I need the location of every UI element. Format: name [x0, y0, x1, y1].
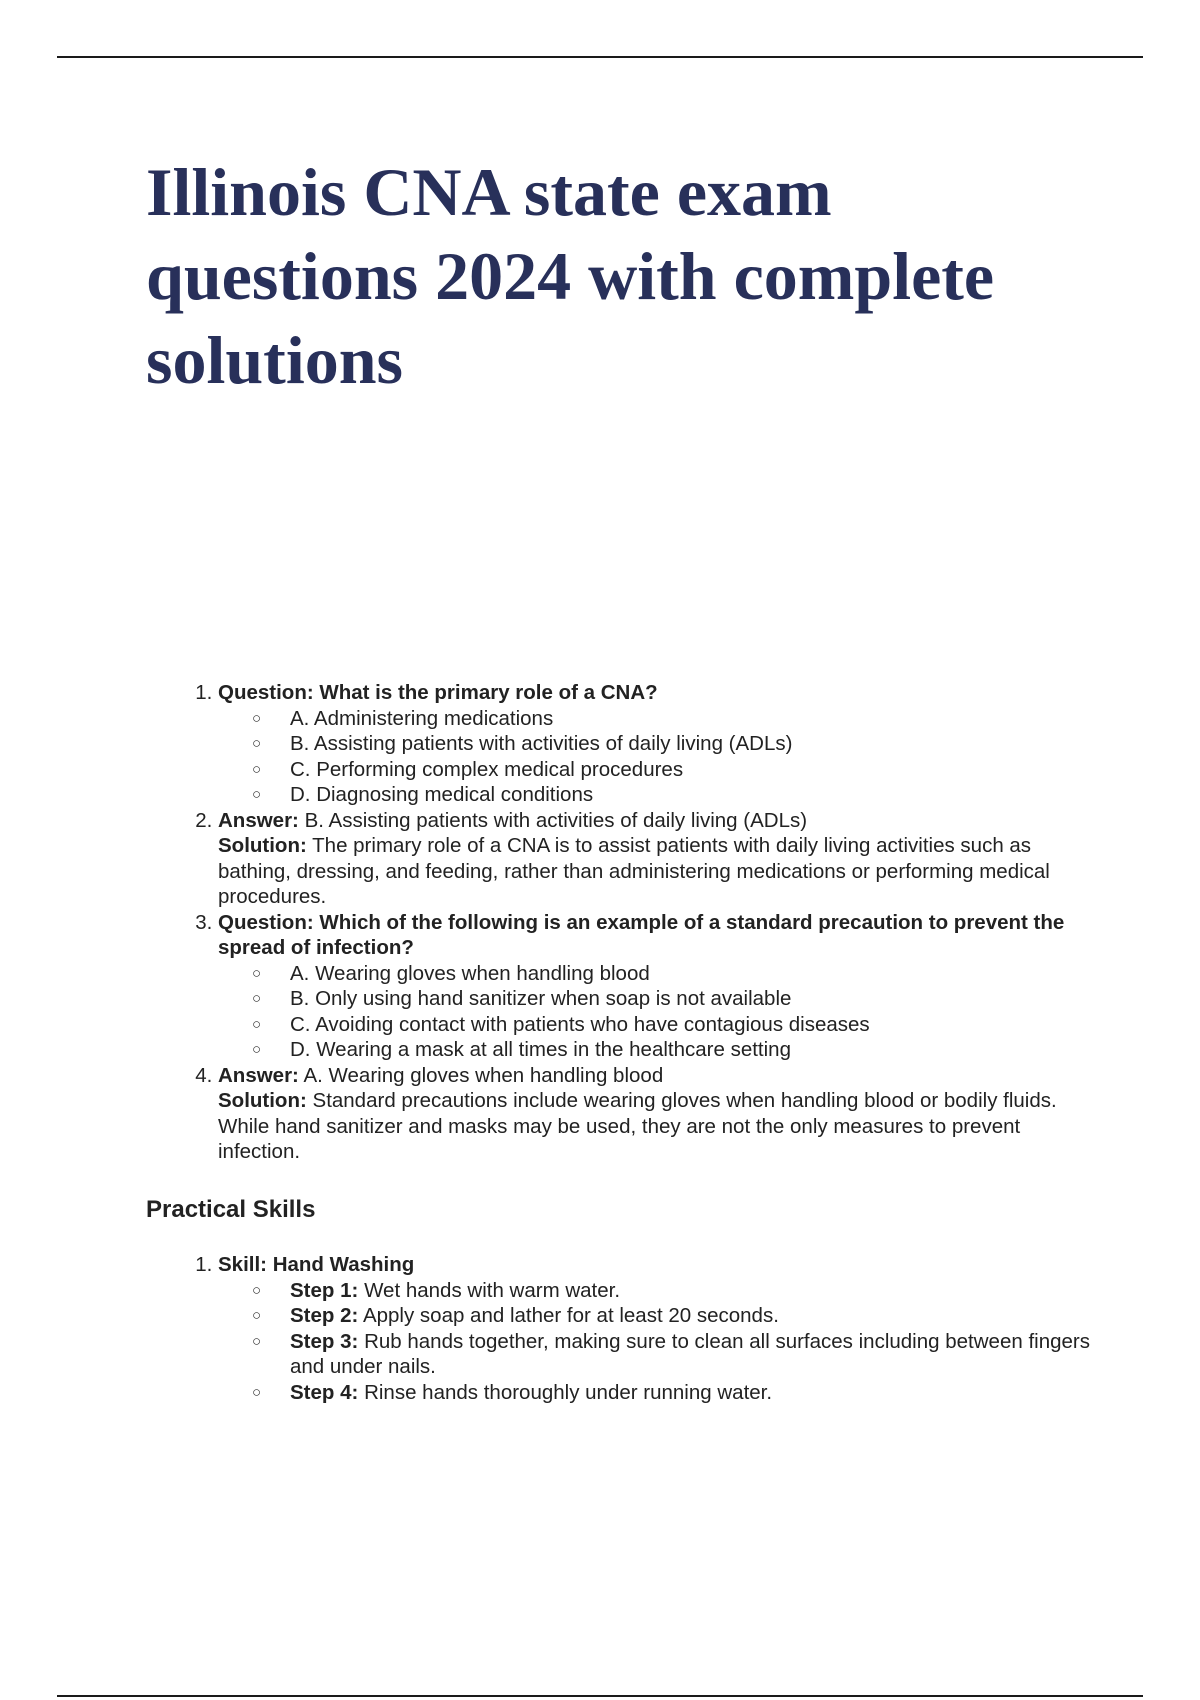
- answer-text: A. Wearing gloves when handling blood: [303, 1063, 664, 1087]
- option-item: ○ A. Administering medications: [290, 706, 1090, 732]
- section-heading: Practical Skills: [146, 1196, 316, 1223]
- skills-list: [0, 1252, 1090, 1405]
- list-item: [218, 1252, 1090, 1405]
- step-label: Step 3:: [290, 1329, 359, 1353]
- answer-label: Answer:: [218, 1063, 299, 1087]
- option-item: ○ B. Only using hand sanitizer when soap is not available: [290, 986, 1090, 1012]
- qa-list: [0, 680, 1090, 1165]
- qa-section: [0, 680, 1200, 1165]
- step-item: [290, 1329, 1090, 1380]
- solution-text: Standard precautions include wearing gloves when handling blood or bodily fluids. While hand sanitizer and masks may be used, they are not the only measures to prevent infection.: [218, 1089, 1057, 1163]
- answer-line: [218, 1063, 1090, 1089]
- step-text: Wet hands with warm water.: [364, 1278, 621, 1302]
- answer-line: [218, 808, 1090, 834]
- list-item: [218, 808, 1090, 910]
- list-item: [218, 910, 1090, 1063]
- list-item: [218, 1063, 1090, 1165]
- options-list: [218, 961, 1090, 1063]
- question-text: Which of the following is an example of a standard precaution to prevent the spread of infection?: [218, 910, 1065, 959]
- solution-paragraph: [218, 1088, 1090, 1165]
- solution-label: Solution:: [218, 1089, 307, 1112]
- skills-section: [0, 1252, 1200, 1405]
- step-text: Rub hands together, making sure to clean all surfaces including between fingers and under nails.: [290, 1329, 1090, 1378]
- step-item: [290, 1278, 1090, 1304]
- bottom-divider: [57, 1695, 1143, 1697]
- step-item: [290, 1380, 1090, 1406]
- skill-name: Hand Washing: [272, 1253, 415, 1276]
- option-item: ○ C. Performing complex medical procedures: [290, 757, 1090, 783]
- step-label: Step 1:: [290, 1278, 359, 1302]
- question-label: Question:: [218, 910, 314, 934]
- solution-label: Solution:: [218, 834, 307, 857]
- answer-label: Answer:: [218, 808, 299, 832]
- question-label: Question:: [218, 681, 314, 704]
- option-item: ○ B. Assisting patients with activities of daily living (ADLs): [290, 731, 1090, 757]
- skill-label: Skill:: [218, 1253, 267, 1276]
- solution-paragraph: [218, 833, 1090, 910]
- option-item: ○ D. Diagnosing medical conditions: [290, 782, 1090, 808]
- step-text: Apply soap and lather for at least 20 seconds.: [362, 1304, 779, 1327]
- answer-text: B. Assisting patients with activities of daily living (ADLs): [304, 808, 808, 832]
- document-title: Illinois CNA state exam questions 2024 with complete solutions: [146, 154, 995, 398]
- step-label: Step 2:: [290, 1304, 359, 1327]
- options-list: [218, 706, 1090, 808]
- option-item: ○ C. Avoiding contact with patients who have contagious diseases: [290, 1012, 1090, 1038]
- option-item: ○ D. Wearing a mask at all times in the healthcare setting: [290, 1037, 1090, 1063]
- step-text: Rinse hands thoroughly under running water.: [364, 1380, 773, 1404]
- step-label: Step 4:: [290, 1380, 359, 1404]
- question-text: What is the primary role of a CNA?: [319, 681, 658, 704]
- top-divider: [57, 56, 1143, 58]
- solution-text: The primary role of a CNA is to assist patients with daily living activities such as bathing, dressing, and feeding, rather than administering medications or performing medical procedures.: [218, 834, 1050, 908]
- list-item: [218, 680, 1090, 808]
- steps-list: [218, 1278, 1090, 1406]
- step-item: [290, 1303, 1090, 1329]
- option-item: ○ A. Wearing gloves when handling blood: [290, 961, 1090, 987]
